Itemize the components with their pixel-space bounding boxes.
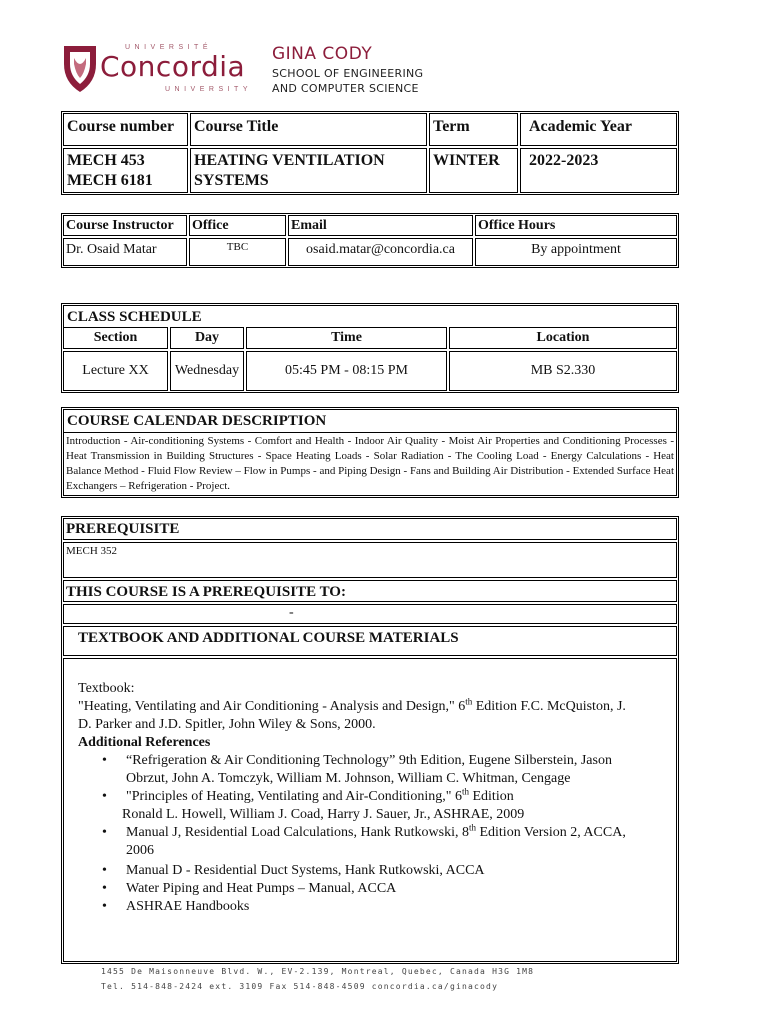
bullet-icon: • [102, 881, 107, 896]
university-bottom-text: UNIVERSITY [165, 86, 253, 93]
course-title-header [190, 113, 427, 146]
course-number-2: MECH 6181 [67, 172, 153, 189]
prereq-value-cell [63, 542, 677, 578]
course-number-header [63, 113, 188, 146]
calendar-title: COURSE CALENDAR DESCRIPTION [67, 413, 327, 429]
reference-item: • ASHRAE Handbooks [102, 899, 250, 914]
term-cell [429, 148, 518, 193]
reference-item: • “Refrigeration & Air Conditioning Technology” 9th Edition, Eugene Silberstein, Jason Obrzut, John A. Tomczyk, William M. Johnson, William C. Whitman, Cengage [102, 753, 612, 786]
schedule-title-cell [63, 305, 677, 327]
office-value: TBC [226, 241, 249, 253]
time-header-label: Time [331, 330, 362, 345]
instructor-header-label: Course Instructor [66, 218, 174, 233]
shield-icon [62, 44, 98, 94]
term-header-label: Term [433, 118, 470, 135]
concordia-wordmark: Concordia [100, 50, 246, 83]
schedule-title: CLASS SCHEDULE [67, 309, 202, 325]
office-hours-header-label: Office Hours [478, 218, 556, 233]
bullet-icon: • [102, 899, 107, 914]
day-cell [170, 351, 244, 391]
location-cell [449, 351, 677, 391]
course-number-cell [63, 148, 188, 193]
textbook-body-cell [63, 658, 677, 962]
university-top-text: UNIVERSITÉ [125, 44, 213, 51]
section-header-label: Section [93, 330, 138, 345]
time-cell [246, 351, 447, 391]
location-header-label: Location [536, 330, 590, 345]
calendar-text-cell [63, 433, 677, 496]
course-title-line-1: HEATING VENTILATION [194, 152, 385, 169]
instructor-cell [63, 238, 187, 266]
textbook-line-2: D. Parker and J.D. Spitler, John Wiley & Sons, 2000. [78, 717, 376, 732]
section-cell [63, 351, 168, 391]
location-value: MB S2.330 [530, 363, 596, 378]
location-header [449, 327, 677, 349]
office-header [189, 215, 286, 236]
section-value: Lecture XX [82, 363, 149, 378]
reference-item: • Manual D - Residential Duct Systems, Hank Rutkowski, ACCA [102, 863, 485, 878]
day-header-label: Day [194, 330, 220, 345]
textbook-title-cell [63, 626, 677, 656]
additional-references-title: Additional References [78, 735, 211, 750]
reference-item: • Manual J, Residential Load Calculations, Hank Rutkowski, 8th Edition Version 2, ACCA, 2006 [102, 822, 626, 858]
course-title-line-2: SYSTEMS [194, 172, 269, 189]
email-header-label: Email [291, 218, 327, 233]
course-number-header-label: Course number [67, 118, 175, 135]
is-prereq-title-cell [63, 580, 677, 602]
prereq-value: MECH 352 [66, 545, 118, 557]
office-hours-value: By appointment [531, 242, 621, 257]
time-header [246, 327, 447, 349]
email-header [288, 215, 473, 236]
prereq-title: PREREQUISITE [66, 521, 180, 537]
is-prereq-title: THIS COURSE IS A PREREQUISITE TO: [66, 584, 346, 600]
office-header-label: Office [192, 218, 229, 233]
course-title-cell [190, 148, 427, 193]
year-cell [520, 148, 677, 193]
office-hours-cell [475, 238, 677, 266]
footer-address: 1455 De Maisonneuve Blvd. W., EV-2.139, Montreal, Quebec, Canada H3G 1M8 [101, 967, 535, 976]
school-line-2: AND COMPUTER SCIENCE [272, 82, 419, 95]
instructor-header [63, 215, 187, 236]
academic-year-header-label: Academic Year [529, 118, 632, 135]
section-header [63, 327, 168, 349]
day-header [170, 327, 244, 349]
year-value: 2022-2023 [529, 152, 599, 169]
course-number-1: MECH 453 [67, 152, 145, 169]
time-value: 05:45 PM - 08:15 PM [285, 363, 408, 378]
office-hours-header [475, 215, 677, 236]
office-cell [189, 238, 286, 266]
references-list [78, 752, 678, 916]
term-value: WINTER [433, 152, 500, 169]
is-prereq-value-cell [63, 604, 677, 624]
calendar-title-cell [63, 409, 677, 433]
is-prereq-value: - [289, 605, 294, 620]
calendar-text: Introduction - Air-conditioning Systems - Comfort and Health - Indoor Air Quality - Moist Air Properties and Conditioning Processes - Heat Transmission in Building Structures - Space Heating Loads - Solar Radiation - The Cooling Load - Energy Calculations - Heat Balance Method - Fluid Flow Review – Flow in Pumps - and Piping Design - Fans and Building Air Distribution - Extended Surface Heat Exchangers – Refrigeration - Project. [66, 435, 674, 492]
term-header [429, 113, 518, 146]
academic-year-header [520, 113, 677, 146]
course-title-header-label: Course Title [194, 118, 279, 135]
bullet-icon: • [102, 825, 107, 840]
prereq-title-cell [63, 518, 677, 540]
textbook-line-1: "Heating, Ventilating and Air Conditioning - Analysis and Design," 6th Edition F.C. McQuiston, J. [78, 696, 626, 714]
reference-item: • "Principles of Heating, Ventilating and Air-Conditioning," 6th Edition Ronald L. Howell, William J. Coad, Harry J. Sauer, Jr., ASHRAE, 2009 [102, 786, 525, 822]
reference-item: • Water Piping and Heat Pumps – Manual, ACCA [102, 881, 397, 896]
textbook-title: TEXTBOOK AND ADDITIONAL COURSE MATERIALS [78, 630, 459, 646]
bullet-icon: • [102, 753, 107, 768]
footer-contact: Tel. 514-848-2424 ext. 3109 Fax 514-848-4509 concordia.ca/ginacody [101, 982, 499, 991]
textbook-label: Textbook: [78, 681, 135, 696]
instructor-name: Dr. Osaid Matar [66, 242, 157, 257]
school-line-1: SCHOOL OF ENGINEERING [272, 67, 424, 80]
gina-cody-title: GINA CODY [272, 44, 373, 64]
email-value[interactable]: osaid.matar@concordia.ca [306, 242, 455, 257]
bullet-icon: • [102, 789, 107, 804]
bullet-icon: • [102, 863, 107, 878]
day-value: Wednesday [174, 363, 240, 378]
logo-divider [258, 44, 259, 96]
email-cell [288, 238, 473, 266]
